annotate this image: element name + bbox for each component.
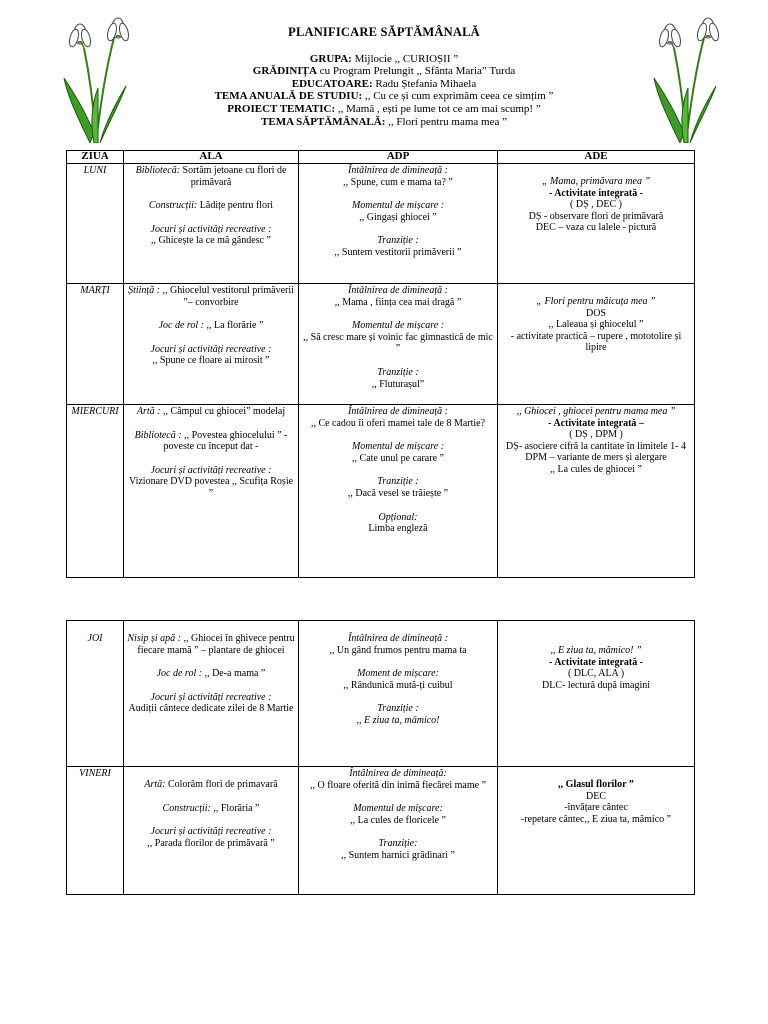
column-header-adp: ADP [299,151,498,164]
grupa-line: GRUPA: Mijlocie ,, CURIOȘII ” [309,52,459,65]
column-header-ziua: ZIUA [67,151,124,164]
planning-table-1 [66,150,695,578]
proiect-tematic-line: PROIECT TEMATIC: ,, Mamă , ești pe lume tot ce am mai scump! ” [227,102,541,115]
table-row-miercuri [67,405,695,578]
day-cell: JOI [67,621,124,767]
gradinita-line: GRĂDINIȚA cu Program Prelungit ,, Sfânta Maria” Turda [252,65,516,78]
educatoare-line: EDUCATOARE: Radu Ștefania Mihaela [291,77,477,90]
column-header-ala: ALA [124,151,299,164]
ade-cell: ,, Ghiocei , ghiocei pentru mama mea ” - Activitate integrată – ( DȘ , DPM ) DȘ- asociere cifră la cantitate în limitele 1- 4 DPM – variante de mers și alergare ,, La cules de ghiocei ” [498,405,695,578]
adp-cell: Întâlnirea de dimineață: ,, O floare oferită din inimă fiecărei mame ” Momentul de mișcare: ,, La cules de floricele ” Tranziție: ,, Suntem harnici grădinari ” [299,767,498,895]
day-cell: MARȚI [67,284,124,405]
ala-cell: Știință : ,, Ghiocelul vestitorul primăverii ”– convorbire Joc de rol : ,, La florărie ” Jocuri și activități recreative : ,, Spune ce floare ai mirosit ” [124,284,299,405]
tema-saptamanala-line: TEMA SĂPTĂMÂNALĂ: ,, Flori pentru mama mea ” [261,115,507,128]
day-cell: MIERCURI [67,405,124,578]
column-header-ade: ADE [498,151,695,164]
ade-cell: „ Mama, primăvara mea ” - Activitate integrată - ( DȘ , DEC ) DȘ - observare flori de primăvară DEC – vaza cu lalele - pictură [498,164,695,284]
ade-cell: „ Flori pentru măicuța mea ” DOS ,, Laleaua și ghiocelul ” - activitate practică – rupere , mototolire și lipire [498,284,695,405]
ala-cell: Artă: Colorăm flori de primavară Construcții: ,, Florăria ” Jocuri și activități recreative : ,, Parada florilor de primăvară ” [124,767,299,895]
ala-cell: Nisip și apă : ,, Ghiocei în ghivece pentru fiecare mamă ” – plantare de ghiocei Joc de rol : ,, De-a mama ” Jocuri și activități recreative : Audiții cântece dedicate zilei de 8 Martie [124,621,299,767]
table-header-row [67,151,695,164]
ala-cell: Artă : ,, Câmpul cu ghiocei” modelaj Bibliotecă : ,, Povestea ghiocelului ” - poveste cu început dat - Jocuri și activități recreative : Vizionare DVD povestea ,, Scufița Roșie ” [124,405,299,578]
day-cell: VINERI [67,767,124,895]
ala-cell: Bibliotecă: Sortăm jetoane cu flori de primăvară Construcții: Lădițe pentru flori Jocuri și activități recreative : ,, Ghicește la ce mă gândesc ” [124,164,299,284]
adp-cell: Întâlnirea de dimineață : ,, Mama , ființa cea mai dragă ” Momentul de mișcare : ,, Să cresc mare și voinic fac gimnastică de mic ” Tranziție : ,, Fluturașul” [299,284,498,405]
table-row-joi [67,621,695,767]
document-header [0,26,768,128]
adp-cell: Întâlnirea de dimineață : ,, Spune, cum e mama ta? ” Momentul de mișcare : ,, Gingași ghiocei ” Tranziție : ,, Suntem vestitorii primăverii ” [299,164,498,284]
ade-cell: ,, E ziua ta, mămico! ” - Activitate integrată - ( DLC, ALA ) DLC- lectură după imagini [498,621,695,767]
tema-anuala-line: TEMA ANUALĂ DE STUDIU: ,, Cu ce și cum exprimăm ceea ce simțim ” [214,90,554,103]
day-cell: LUNI [67,164,124,284]
table-row-vineri [67,767,695,895]
adp-cell: Întâlnirea de dimineață : ,, Un gând frumos pentru mama ta Moment de mișcare: ,, Rândunică mută-ți cuibul Tranziție : ,, E ziua ta, māmico! [299,621,498,767]
table-row-marti [67,284,695,405]
page-title: PLANIFICARE SĂPTĂMÂNALĂ [288,25,480,39]
planning-table-2 [66,620,695,895]
table-row-luni [67,164,695,284]
ade-cell: ,, Glasul florilor ” DEC -învățare cântec -repetare cântec,, E ziua ta, mămico ” [498,767,695,895]
adp-cell: Întâlnirea de dimineață : ,, Ce cadou îi oferi mamei tale de 8 Martie? Momentul de mișcare : ,, Cate unul pe carare ” Tranziție : ,, Dacă vesel se trăiește ” Opțional: Limba engleză [299,405,498,578]
